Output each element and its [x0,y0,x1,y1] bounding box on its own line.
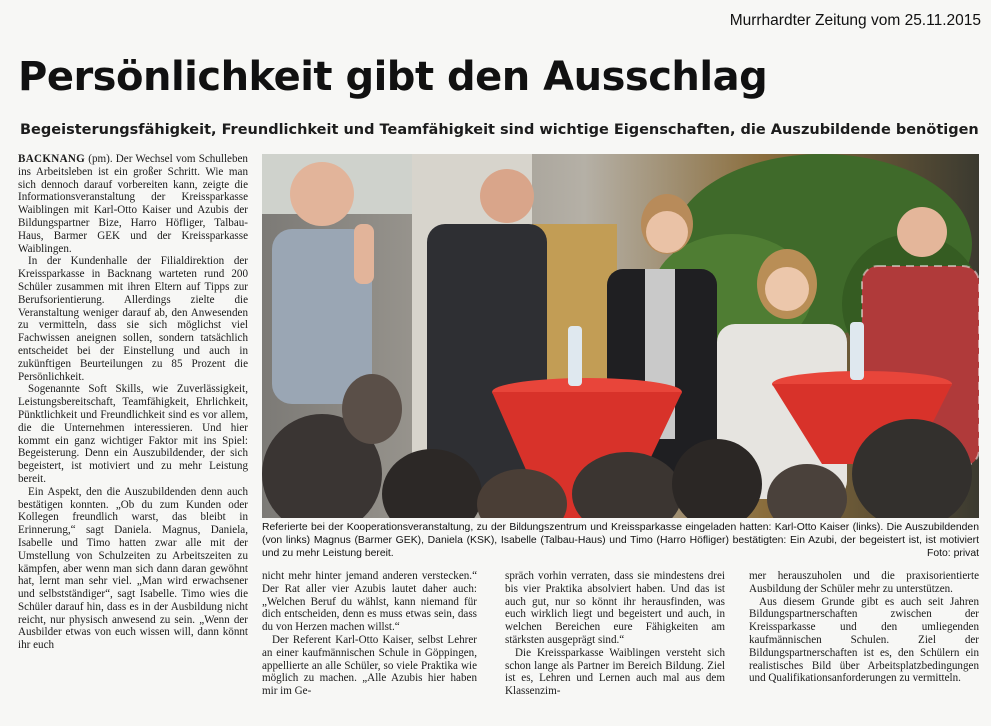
dateline: BACKNANG [18,153,86,165]
water-bottle [850,322,864,380]
paragraph: mer herauszuholen und die praxisorientierte Ausbildung der Schüler mehr zu unterstützen. [749,570,979,595]
paragraph: Der Referent Karl-Otto Kaiser, selbst Lehrer an einer kaufmännischen Schule in Göppingen, appellierte an alle Schüler, so viele Praktika wie möglich zu machen. „Alle Azubis hier haben mir im Ge- [262,633,477,698]
headline: Persönlichkeit gibt den Ausschlag [18,54,768,100]
article-column-3 [505,570,725,720]
paragraph-text: (pm). Der Wechsel vom Schulleben ins Arbeitsleben ist ein großer Schritt. Wie man sich dennoch darauf vorbereiten kann, zeigte die Informationsveranstaltung der Kreissparkasse Waiblingen mit Karl-Otto Kaiser und Azubis der Bildungspartner Bize, Harro Höfliger, Talbau-Haus, Barmer GEK und der Kreissparkasse Waiblingen. [18,153,248,255]
paragraph: Aus diesem Grunde gibt es auch seit Jahren Bildungspartnerschaften zwischen der Kreissparkasse und den umliegenden kaufmännischen Schulen. Ziel der Bildungspartnerschaften ist es, den Schülern ein realistisches Bild über Arbeitsplatzbedingungen und Qualifikationsanforderungen zu vermitteln. [749,595,979,685]
source-line: Murrhardter Zeitung vom 25.11.2015 [729,12,981,29]
paragraph: Die Kreissparkasse Waiblingen versteht sich schon lange als Partner im Bereich Bildung. Ziel ist es, Lehren und Lernen auch mal aus dem Klassenzim- [505,646,725,698]
paragraph: nicht mehr hinter jemand anderen verstecken.“ Der Rat aller vier Azubis lautet daher auch: „Welchen Beruf du wählst, kann niemand für dich entscheiden, denn es muss etwas sein, dass du von Herzen machen willst.“ [262,570,477,634]
caption-text: Referierte bei der Kooperationsveranstaltung, zu der Bildungszentrum und Kreissparkasse eingeladen hatten: Karl-Otto Kaiser (links). Die Auszubildenden (von links) Magnus (Barmer GEK), Daniela (KSK), Isabelle (Talbau-Haus) und Timo (Harro Höfliger) bestätigten: Ein Azubi, der begeistert ist, ist motiviert und zu mehr Leistung bereit. [262,522,979,559]
paragraph: Ein Aspekt, den die Auszubildenden denn auch bestätigen konnten. „Ob du zum Kunden oder Kollegen freundlich warst, das bleibt in Erinnerung,“ sagt Daniela. Magnus, Daniela, Isabelle und Timo hatten zwar alle mit der Umstellung von Schulzeiten zu Arbeitszeiten zu kämpfen, aber wenn man sich dann daran gewöhnt hat, lernt man sehr viel. „Man wird erwachsener und selbstständiger“, sagt Isabelle. Timo wies die Schüler darauf hin, dass es in der Ausbildung nicht reicht, nur physisch anwesend zu sein. „Wenn der Ausbilder etwas von euch wissen will, dann könnt ihr euch [18,485,248,652]
paragraph: Sogenannte Soft Skills, wie Zuverlässigkeit, Leistungsbereitschaft, Teamfähigkeit, Ehrlichkeit, Pünktlichkeit und Freundlichkeit sind es vor allem, die die Unternehmen interessieren. Und hier kommt ein ganz wichtiger Faktor mit ins Spiel: Begeisterung. Denn ein Auszubildender, der sich begeistert, ist motiviert und zu mehr Leistung bereit. [18,383,248,485]
photo-credit: Foto: privat [927,548,979,559]
paragraph: spräch vorhin verraten, dass sie mindestens drei bis vier Praktika absolviert haben. Und das ist auch gut, nur so könnt ihr herausfinden, was euch wirklich liegt und begeistert und auch, in welchen Bereichen eure Fähigkeiten am stärksten ausgeprägt sind.“ [505,570,725,646]
article-column-2 [262,570,477,720]
article-column-1 [18,153,248,718]
paragraph: In der Kundenhalle der Filialdirektion der Kreissparkasse in Backnang warteten rund 200 Schüler zusammen mit ihren Eltern auf Tipps zur Berufsorientierung. Allerdings zielte die Veranstaltung weniger darauf ab, den Anwesenden zu vermitteln, dass sie sich möglichst viel Fachwissen aneignen sollen, sondern tatsächlich entscheidet bei der Einstellung und auch in zukünftigen Beurteilungen zu 85 Prozent die Persönlichkeit. [18,255,248,383]
paragraph [18,153,248,255]
subheadline: Begeisterungsfähigkeit, Freundlichkeit und Teamfähigkeit sind wichtige Eigenschaften, die Auszubildende benötigen [20,122,979,138]
photo-illustration [262,154,979,518]
water-bottle [568,326,582,386]
article-column-4 [749,570,979,720]
article-photo [262,154,979,518]
photo-caption [262,521,979,560]
